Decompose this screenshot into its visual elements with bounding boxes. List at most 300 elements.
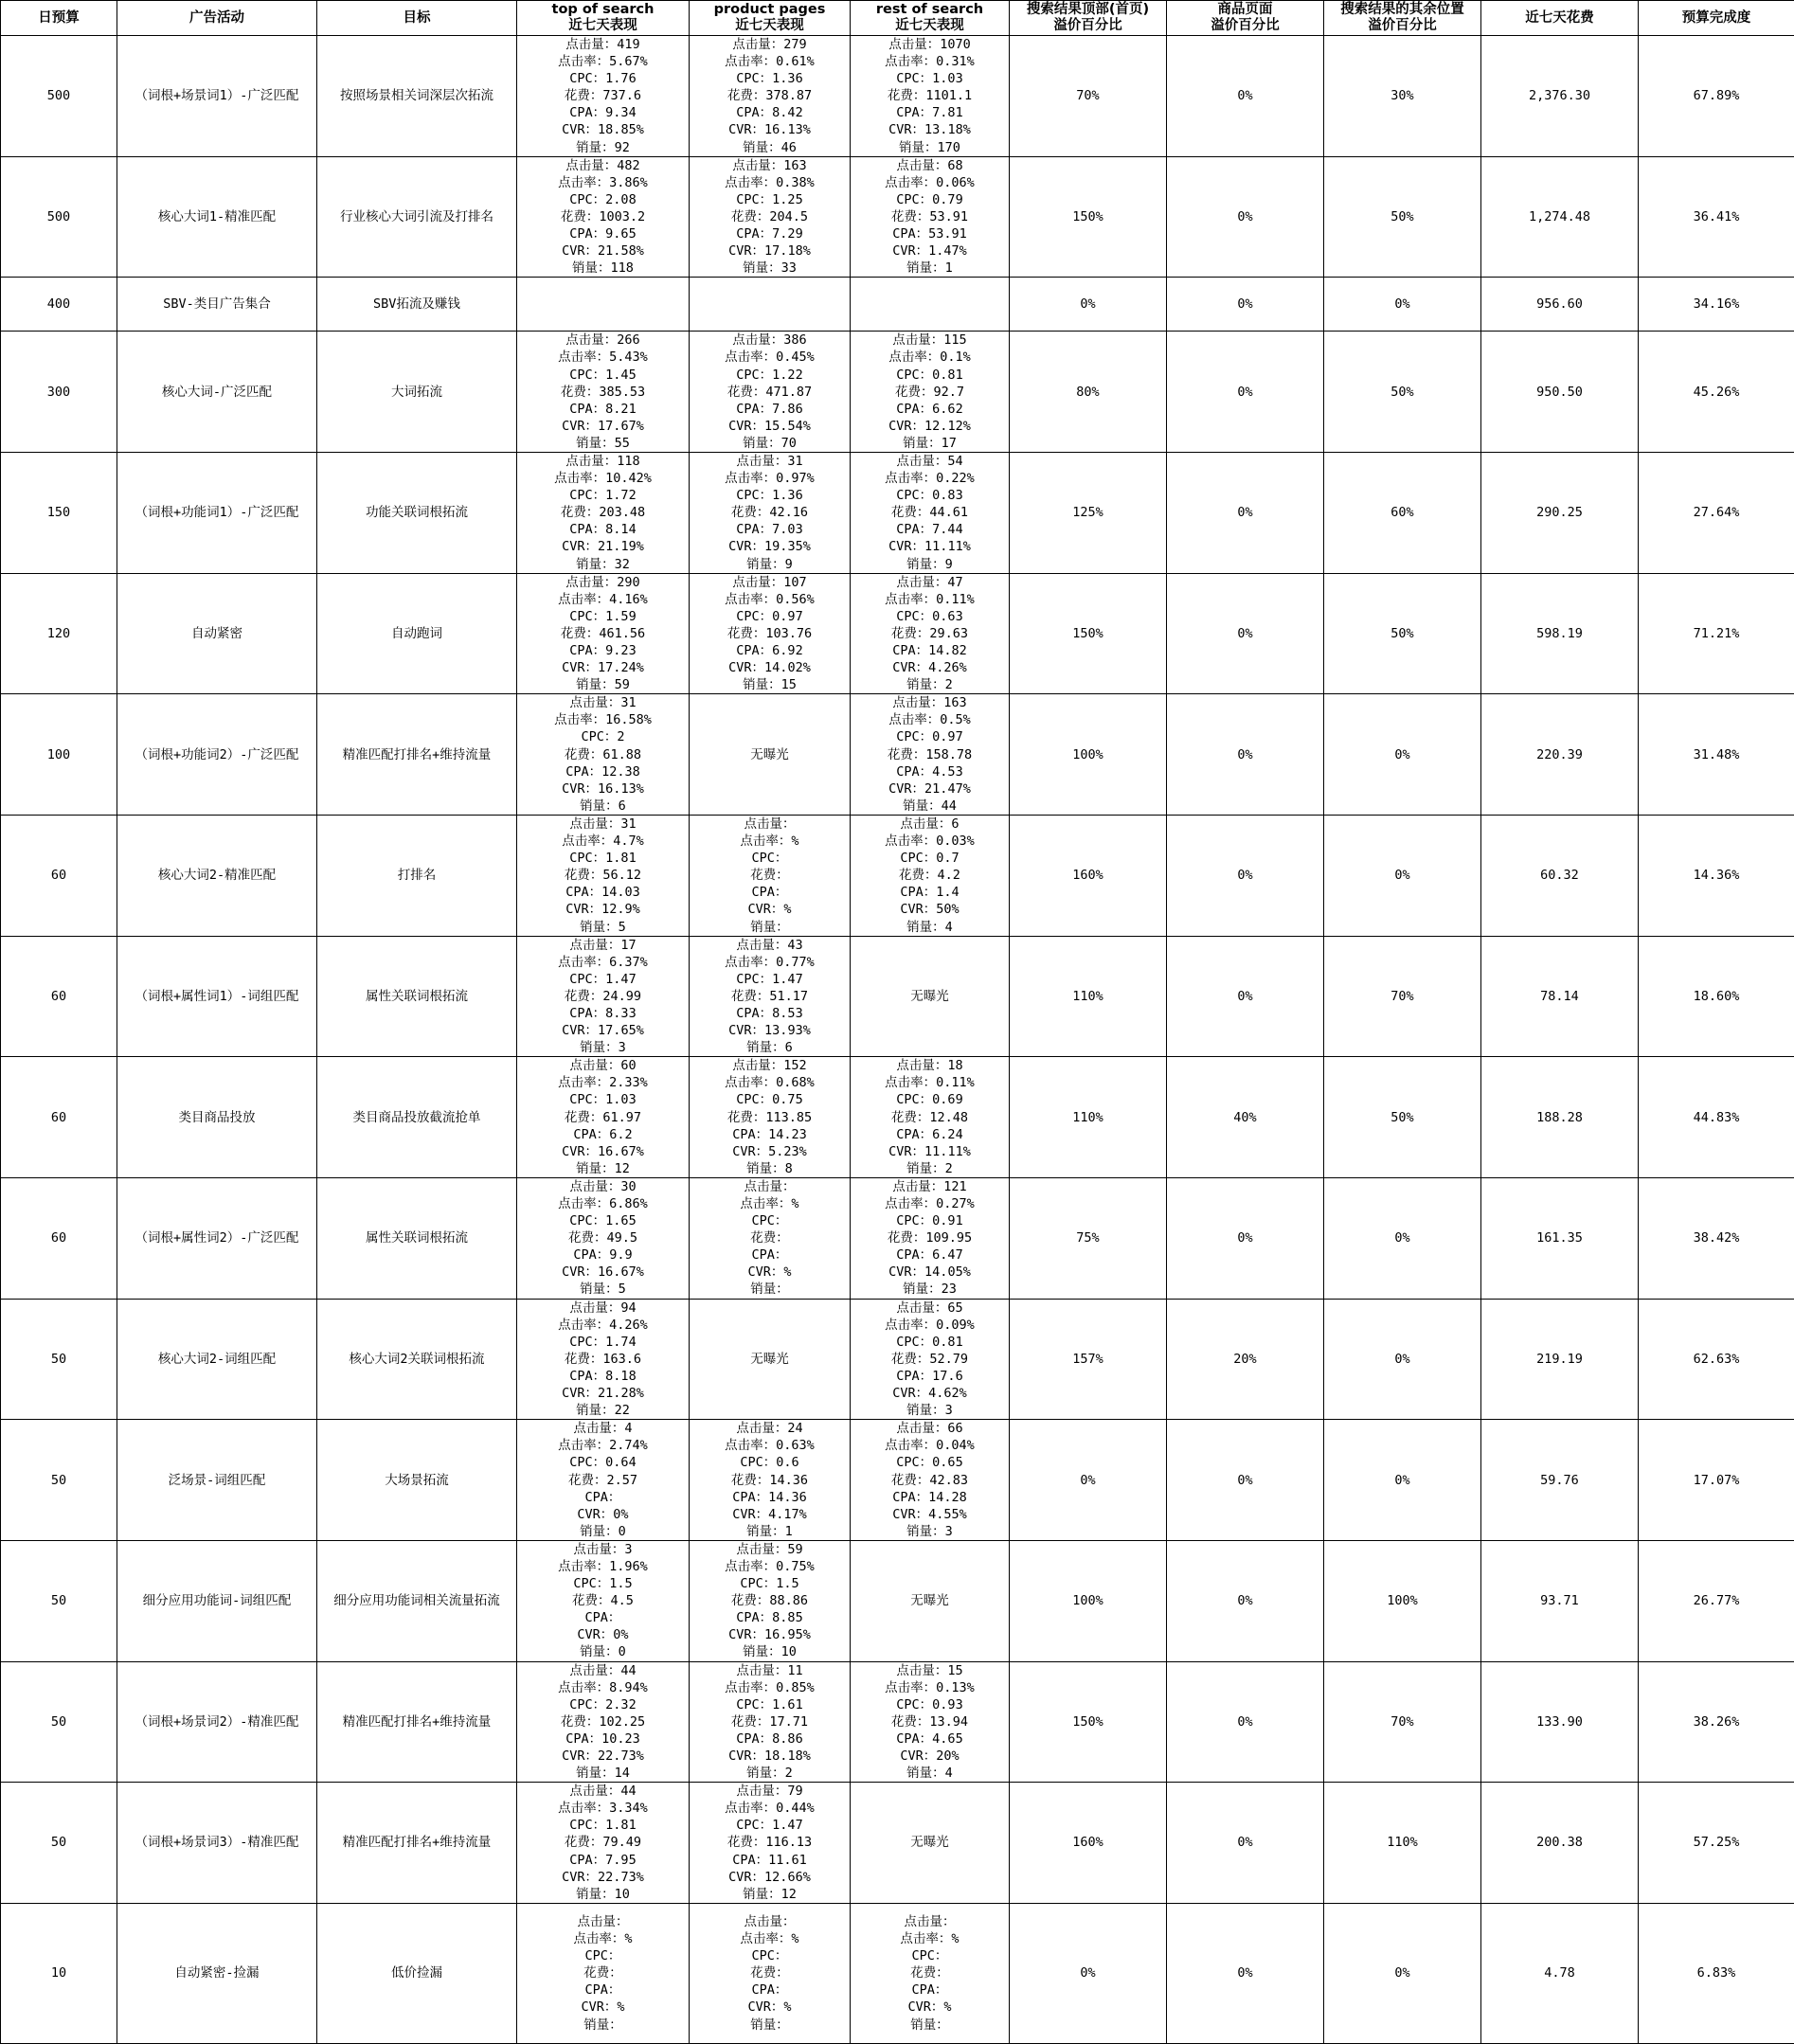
metric-line: 花费：2.57 <box>517 1472 689 1489</box>
metric-line: 花费：92.7 <box>851 384 1009 401</box>
top-pct-cell: 100% <box>1010 694 1167 816</box>
campaign-name-cell: 自动紧密 <box>117 573 317 694</box>
top-pct-cell: 0% <box>1010 1903 1167 2043</box>
metric-line: CPA：11.61 <box>690 1852 850 1869</box>
metric-line: CPA：7.95 <box>517 1852 689 1869</box>
spend-cell: 133.90 <box>1481 1661 1639 1783</box>
metric-line: 花费：1101.1 <box>851 87 1009 104</box>
metric-line: 花费：116.13 <box>690 1834 850 1851</box>
product-pct-cell: 0% <box>1167 452 1324 573</box>
daily-budget-cell: 500 <box>1 156 117 278</box>
product-pct-cell: 0% <box>1167 1177 1324 1299</box>
header-label-line: 商品页面 <box>1167 2 1323 18</box>
metric-line: CVR：% <box>690 1264 850 1281</box>
metric-line: 销量：55 <box>517 435 689 452</box>
metric-line: 销量：15 <box>690 676 850 693</box>
goal-cell: 低价捡漏 <box>317 1903 517 2043</box>
metric-line: CPC：1.36 <box>690 70 850 87</box>
rest-pct-cell: 60% <box>1324 452 1481 573</box>
metric-line: 点击率：4.26% <box>517 1317 689 1334</box>
table-row <box>1 36 1794 157</box>
metric-line: CPA：8.53 <box>690 1005 850 1022</box>
metric-line: 点击率：0.11% <box>851 591 1009 608</box>
metric-line: CVR：4.26% <box>851 659 1009 676</box>
spend-cell: 2,376.30 <box>1481 36 1639 157</box>
goal-cell: 大场景拓流 <box>317 1420 517 1541</box>
metric-line: 销量：2 <box>851 676 1009 693</box>
no-exposure-note: 无曝光 <box>690 1351 850 1368</box>
metric-line: 点击量：68 <box>851 157 1009 174</box>
metric-line: 销量： <box>690 1281 850 1298</box>
metric-line: 点击量：15 <box>851 1662 1009 1679</box>
product-pages-cell <box>690 278 851 332</box>
metric-line: 花费： <box>690 867 850 884</box>
metric-line: CPC：0.97 <box>690 608 850 625</box>
spend-cell: 200.38 <box>1481 1783 1639 1904</box>
metric-line: 销量：10 <box>690 1643 850 1660</box>
header-label-line: 近七天花费 <box>1481 10 1638 27</box>
metric-line: CPC：1.03 <box>851 70 1009 87</box>
metric-line: 点击率：16.58% <box>517 711 689 728</box>
metric-line: 点击率：8.94% <box>517 1679 689 1696</box>
metric-line: 花费：102.25 <box>517 1713 689 1730</box>
metric-line: 销量： <box>517 2017 689 2034</box>
rest-of-search-cell <box>851 1420 1010 1541</box>
metric-line: 销量：12 <box>517 1160 689 1177</box>
metric-line: CPA：7.81 <box>851 104 1009 121</box>
metric-line: 花费：471.87 <box>690 384 850 401</box>
metric-line: CPA： <box>851 1981 1009 1999</box>
metric-line: 点击量：386 <box>690 332 850 349</box>
metric-line: 点击率：0.61% <box>690 53 850 70</box>
metric-line: 销量：46 <box>690 139 850 156</box>
rest-pct-cell: 30% <box>1324 36 1481 157</box>
goal-cell: 核心大词2关联词根拓流 <box>317 1299 517 1420</box>
metric-line: 点击量：43 <box>690 937 850 954</box>
rest-of-search-cell <box>851 1661 1010 1783</box>
daily-budget-cell: 400 <box>1 278 117 332</box>
header-label-line: top of search <box>517 2 689 18</box>
completion-cell: 67.89% <box>1639 36 1794 157</box>
product-pct-cell: 0% <box>1167 936 1324 1057</box>
metric-line: CVR：5.23% <box>690 1143 850 1160</box>
metric-line: 点击量：44 <box>517 1662 689 1679</box>
metric-line: 点击量：54 <box>851 453 1009 470</box>
completion-cell: 31.48% <box>1639 694 1794 816</box>
product-pct-cell: 0% <box>1167 36 1324 157</box>
metric-line: CPC：1.72 <box>517 487 689 504</box>
metric-line: 点击率：0.31% <box>851 53 1009 70</box>
campaign-name-cell: （词根+属性词2）-广泛匹配 <box>117 1177 317 1299</box>
rest-of-search-cell <box>851 452 1010 573</box>
metric-line: 点击率：3.86% <box>517 174 689 191</box>
metric-line: CPC：2 <box>517 728 689 745</box>
metric-line: 销量：70 <box>690 435 850 452</box>
metric-line: 点击率：1.96% <box>517 1558 689 1575</box>
metric-line: 销量：0 <box>517 1643 689 1660</box>
metric-line: 销量：9 <box>851 556 1009 573</box>
header-daily-budget <box>1 1 117 36</box>
metric-line: CPA： <box>690 1981 850 1999</box>
product-pages-cell <box>690 1177 851 1299</box>
metric-line: 花费：24.99 <box>517 988 689 1005</box>
metric-line: 花费： <box>851 1964 1009 1981</box>
metric-line: 点击量：152 <box>690 1057 850 1074</box>
goal-cell: SBV拓流及赚钱 <box>317 278 517 332</box>
header-label-line: 近七天表现 <box>517 18 689 34</box>
metric-line: 点击量：163 <box>690 157 850 174</box>
product-pages-cell <box>690 815 851 936</box>
metric-line: CVR：21.47% <box>851 780 1009 798</box>
top-of-search-cell <box>517 1783 690 1904</box>
metric-line: 点击量： <box>690 1913 850 1930</box>
product-pages-cell <box>690 452 851 573</box>
metric-line: 点击率：0.75% <box>690 1558 850 1575</box>
header-label-line: 目标 <box>317 10 516 27</box>
metric-line: 点击量：44 <box>517 1783 689 1800</box>
metric-line: 点击量：31 <box>690 453 850 470</box>
metric-line: 花费：163.6 <box>517 1351 689 1368</box>
product-pages-cell <box>690 1783 851 1904</box>
product-pct-cell: 20% <box>1167 1299 1324 1420</box>
metric-line: 销量：23 <box>851 1281 1009 1298</box>
top-pct-cell: 160% <box>1010 1783 1167 1904</box>
header-rest-of-search <box>851 1 1010 36</box>
header-label-line: 近七天表现 <box>851 18 1009 34</box>
header-label-line: 搜索结果的其余位置 <box>1324 2 1480 18</box>
rest-of-search-cell <box>851 1177 1010 1299</box>
metric-line: CPC：0.64 <box>517 1454 689 1471</box>
metric-line: 花费：17.71 <box>690 1713 850 1730</box>
metric-line: CVR：21.58% <box>517 242 689 260</box>
metric-line: CPC：1.81 <box>517 850 689 867</box>
metric-line: 点击量：4 <box>517 1420 689 1437</box>
rest-pct-cell: 0% <box>1324 278 1481 332</box>
metric-line: 销量：6 <box>517 798 689 815</box>
header-label-line: 搜索结果顶部(首页) <box>1010 2 1166 18</box>
metric-line: 销量：32 <box>517 556 689 573</box>
top-of-search-cell <box>517 156 690 278</box>
table-row <box>1 332 1794 453</box>
metric-line: CPC：1.65 <box>517 1212 689 1229</box>
metric-line: 点击量： <box>517 1913 689 1930</box>
metric-line: CPA：14.03 <box>517 884 689 901</box>
rest-pct-cell: 0% <box>1324 1903 1481 2043</box>
metric-line: 花费：378.87 <box>690 87 850 104</box>
metric-line: CPA：14.36 <box>690 1489 850 1506</box>
product-pct-cell: 0% <box>1167 1661 1324 1783</box>
metric-line: CPC：0.81 <box>851 1334 1009 1351</box>
daily-budget-cell: 10 <box>1 1903 117 2043</box>
metric-line: 点击量：115 <box>851 332 1009 349</box>
completion-cell: 27.64% <box>1639 452 1794 573</box>
metric-line: 点击量：18 <box>851 1057 1009 1074</box>
metric-line: CPC：1.22 <box>690 367 850 384</box>
metric-line: CVR：14.02% <box>690 659 850 676</box>
top-pct-cell: 110% <box>1010 1057 1167 1178</box>
campaign-name-cell: SBV-类目广告集合 <box>117 278 317 332</box>
completion-cell: 36.41% <box>1639 156 1794 278</box>
metric-line: CVR：12.12% <box>851 418 1009 435</box>
product-pages-cell <box>690 156 851 278</box>
header-completion <box>1639 1 1794 36</box>
header-label-line: product pages <box>690 2 850 18</box>
metric-line: CPA：8.42 <box>690 104 850 121</box>
metric-line: 点击量：11 <box>690 1662 850 1679</box>
metric-line: 花费： <box>690 1229 850 1246</box>
no-exposure-note: 无曝光 <box>690 746 850 763</box>
table-row <box>1 1177 1794 1299</box>
metric-line: 点击率：5.67% <box>517 53 689 70</box>
metric-line: CPA：14.28 <box>851 1489 1009 1506</box>
metric-line: 销量：0 <box>517 1523 689 1540</box>
metric-line: CVR：17.18% <box>690 242 850 260</box>
top-pct-cell: 100% <box>1010 1540 1167 1661</box>
goal-cell: 自动跑词 <box>317 573 517 694</box>
metric-line: CVR：16.67% <box>517 1264 689 1281</box>
campaign-name-cell: （词根+场景词1）-广泛匹配 <box>117 36 317 157</box>
top-of-search-cell <box>517 1661 690 1783</box>
daily-budget-cell: 60 <box>1 936 117 1057</box>
metric-line: 花费：42.83 <box>851 1472 1009 1489</box>
header-row <box>1 1 1794 36</box>
metric-line: CVR：12.9% <box>517 901 689 918</box>
metric-line: 销量： <box>851 2017 1009 2034</box>
metric-line: 点击率：% <box>690 1195 850 1212</box>
metric-line: 花费：79.49 <box>517 1834 689 1851</box>
metric-line: CVR：50% <box>851 901 1009 918</box>
metric-line: 销量：3 <box>517 1039 689 1056</box>
spend-cell: 161.35 <box>1481 1177 1639 1299</box>
metric-line: CVR：4.62% <box>851 1385 1009 1402</box>
metric-line: 点击率：0.45% <box>690 349 850 366</box>
table-row <box>1 936 1794 1057</box>
metric-line: CPC：1.61 <box>690 1696 850 1713</box>
metric-line: 花费：385.53 <box>517 384 689 401</box>
product-pages-cell <box>690 1299 851 1420</box>
daily-budget-cell: 60 <box>1 1177 117 1299</box>
campaign-name-cell: （词根+功能词2）-广泛匹配 <box>117 694 317 816</box>
metric-line: 点击量：107 <box>690 574 850 591</box>
metric-line: CVR：16.13% <box>690 121 850 138</box>
metric-line: 点击率：0.06% <box>851 174 1009 191</box>
daily-budget-cell: 50 <box>1 1661 117 1783</box>
daily-budget-cell: 120 <box>1 573 117 694</box>
product-pct-cell: 0% <box>1167 573 1324 694</box>
table-row <box>1 1540 1794 1661</box>
top-of-search-cell <box>517 1540 690 1661</box>
completion-cell: 71.21% <box>1639 573 1794 694</box>
metric-line: 销量： <box>690 919 850 936</box>
metric-line: 点击率：0.77% <box>690 954 850 971</box>
metric-line: CPA：8.33 <box>517 1005 689 1022</box>
campaign-name-cell: 自动紧密-捡漏 <box>117 1903 317 2043</box>
rest-of-search-cell <box>851 1057 1010 1178</box>
metric-line: CPA：6.2 <box>517 1126 689 1143</box>
header-label-line: 预算完成度 <box>1639 10 1794 27</box>
metric-line: 点击量： <box>690 1178 850 1195</box>
metric-line: 销量：12 <box>690 1886 850 1903</box>
rest-pct-cell: 100% <box>1324 1540 1481 1661</box>
metric-line: 点击率：4.7% <box>517 833 689 850</box>
top-pct-cell: 150% <box>1010 1661 1167 1783</box>
completion-cell: 17.07% <box>1639 1420 1794 1541</box>
rest-pct-cell: 70% <box>1324 1661 1481 1783</box>
metric-line: 点击量：118 <box>517 453 689 470</box>
metric-line: 点击率：0.04% <box>851 1437 1009 1454</box>
daily-budget-cell: 100 <box>1 694 117 816</box>
metric-line: CVR：14.05% <box>851 1264 1009 1281</box>
metric-line: CVR：13.18% <box>851 121 1009 138</box>
metric-line: CPA：12.38 <box>517 763 689 780</box>
metric-line: 花费：109.95 <box>851 1229 1009 1246</box>
header-campaign <box>117 1 317 36</box>
top-of-search-cell <box>517 1057 690 1178</box>
header-top-pct <box>1010 1 1167 36</box>
metric-line: 花费：158.78 <box>851 746 1009 763</box>
metric-line: 点击量：79 <box>690 1783 850 1800</box>
product-pct-cell: 0% <box>1167 1903 1324 2043</box>
top-of-search-cell <box>517 815 690 936</box>
metric-line: 花费：737.6 <box>517 87 689 104</box>
header-label-line: rest of search <box>851 2 1009 18</box>
metric-line: CVR：22.73% <box>517 1869 689 1886</box>
metric-line: 点击率：% <box>517 1930 689 1947</box>
metric-line: CVR：16.67% <box>517 1143 689 1160</box>
top-pct-cell: 80% <box>1010 332 1167 453</box>
metric-line: 点击量：65 <box>851 1300 1009 1317</box>
metric-line: 花费：29.63 <box>851 625 1009 642</box>
campaign-name-cell: 核心大词2-词组匹配 <box>117 1299 317 1420</box>
completion-cell: 44.83% <box>1639 1057 1794 1178</box>
table-row <box>1 694 1794 816</box>
header-spend <box>1481 1 1639 36</box>
metric-line: 花费：42.16 <box>690 504 850 521</box>
metric-line: CPC：1.25 <box>690 191 850 208</box>
goal-cell: 大词拓流 <box>317 332 517 453</box>
table-row <box>1 1783 1794 1904</box>
metric-line: 点击量：31 <box>517 694 689 711</box>
metric-line: 销量：3 <box>851 1402 1009 1419</box>
metric-line: CPA：7.44 <box>851 521 1009 538</box>
metric-line: 点击率：3.34% <box>517 1800 689 1817</box>
metric-line: CVR：% <box>690 1999 850 2016</box>
metric-line: 点击率：0.56% <box>690 591 850 608</box>
header-product-pages <box>690 1 851 36</box>
metric-line: CPC：1.47 <box>517 971 689 988</box>
metric-line: 花费：12.48 <box>851 1109 1009 1126</box>
table-row <box>1 278 1794 332</box>
metric-line: 点击量： <box>851 1913 1009 1930</box>
product-pct-cell: 0% <box>1167 278 1324 332</box>
metric-line: CPA：9.34 <box>517 104 689 121</box>
completion-cell: 62.63% <box>1639 1299 1794 1420</box>
metric-line: 花费：203.48 <box>517 504 689 521</box>
completion-cell: 26.77% <box>1639 1540 1794 1661</box>
product-pages-cell <box>690 936 851 1057</box>
rest-of-search-cell <box>851 156 1010 278</box>
metric-line: 点击率：0.11% <box>851 1074 1009 1091</box>
spend-cell: 219.19 <box>1481 1299 1639 1420</box>
table-row <box>1 452 1794 573</box>
metric-line: 点击率：% <box>690 1930 850 1947</box>
rest-of-search-cell <box>851 694 1010 816</box>
metric-line: 点击率：6.37% <box>517 954 689 971</box>
campaign-name-cell: 细分应用功能词-词组匹配 <box>117 1540 317 1661</box>
metric-line: CVR：16.95% <box>690 1626 850 1643</box>
metric-line: 点击量：59 <box>690 1541 850 1558</box>
spend-cell: 950.50 <box>1481 332 1639 453</box>
metric-line: 销量：118 <box>517 260 689 277</box>
rest-of-search-cell <box>851 332 1010 453</box>
header-goal <box>317 1 517 36</box>
metric-line: 销量： <box>690 2017 850 2034</box>
table-row <box>1 1661 1794 1783</box>
table-row <box>1 1420 1794 1541</box>
metric-line: 花费：14.36 <box>690 1472 850 1489</box>
metric-line: 销量：22 <box>517 1402 689 1419</box>
product-pct-cell: 0% <box>1167 815 1324 936</box>
spend-cell: 78.14 <box>1481 936 1639 1057</box>
header-label-line: 溢价百分比 <box>1324 18 1480 34</box>
daily-budget-cell: 60 <box>1 815 117 936</box>
goal-cell: 类目商品投放截流抢单 <box>317 1057 517 1178</box>
table-row <box>1 1903 1794 2043</box>
metric-line: CPA：14.82 <box>851 642 1009 659</box>
rest-pct-cell: 0% <box>1324 815 1481 936</box>
metric-line: 销量：33 <box>690 260 850 277</box>
metric-line: 花费：113.85 <box>690 1109 850 1126</box>
metric-line: 销量：1 <box>690 1523 850 1540</box>
metric-line: 点击率：0.1% <box>851 349 1009 366</box>
metric-line: 花费：61.97 <box>517 1109 689 1126</box>
metric-line: 销量：2 <box>851 1160 1009 1177</box>
metric-line: CPA：8.85 <box>690 1609 850 1626</box>
top-pct-cell: 0% <box>1010 1420 1167 1541</box>
metric-line: 点击量：24 <box>690 1420 850 1437</box>
metric-line: CPC： <box>517 1947 689 1964</box>
metric-line: 点击率：0.38% <box>690 174 850 191</box>
metric-line: CPC： <box>690 850 850 867</box>
metric-line: CVR：20% <box>851 1748 1009 1765</box>
metric-line: CPC：1.47 <box>690 971 850 988</box>
spend-cell: 1,274.48 <box>1481 156 1639 278</box>
campaign-name-cell: 泛场景-词组匹配 <box>117 1420 317 1541</box>
header-label-line: 溢价百分比 <box>1010 18 1166 34</box>
metric-line: CPC： <box>690 1212 850 1229</box>
no-exposure-note: 无曝光 <box>851 1592 1009 1609</box>
metric-line: CVR：18.18% <box>690 1748 850 1765</box>
metric-line: 点击量：290 <box>517 574 689 591</box>
table-row <box>1 1299 1794 1420</box>
metric-line: 花费：44.61 <box>851 504 1009 521</box>
table-row <box>1 815 1794 936</box>
campaign-name-cell: （词根+场景词3）-精准匹配 <box>117 1783 317 1904</box>
metric-line: CPC：0.6 <box>690 1454 850 1471</box>
product-pages-cell <box>690 1420 851 1541</box>
rest-pct-cell: 110% <box>1324 1783 1481 1904</box>
metric-line: CVR：22.73% <box>517 1748 689 1765</box>
campaign-name-cell: 核心大词2-精准匹配 <box>117 815 317 936</box>
top-of-search-cell <box>517 36 690 157</box>
top-pct-cell: 70% <box>1010 36 1167 157</box>
metric-line: 销量：6 <box>690 1039 850 1056</box>
rest-of-search-cell <box>851 1903 1010 2043</box>
metric-line: 花费：49.5 <box>517 1229 689 1246</box>
top-of-search-cell <box>517 1420 690 1541</box>
product-pct-cell: 0% <box>1167 1540 1324 1661</box>
metric-line: CVR：% <box>690 901 850 918</box>
